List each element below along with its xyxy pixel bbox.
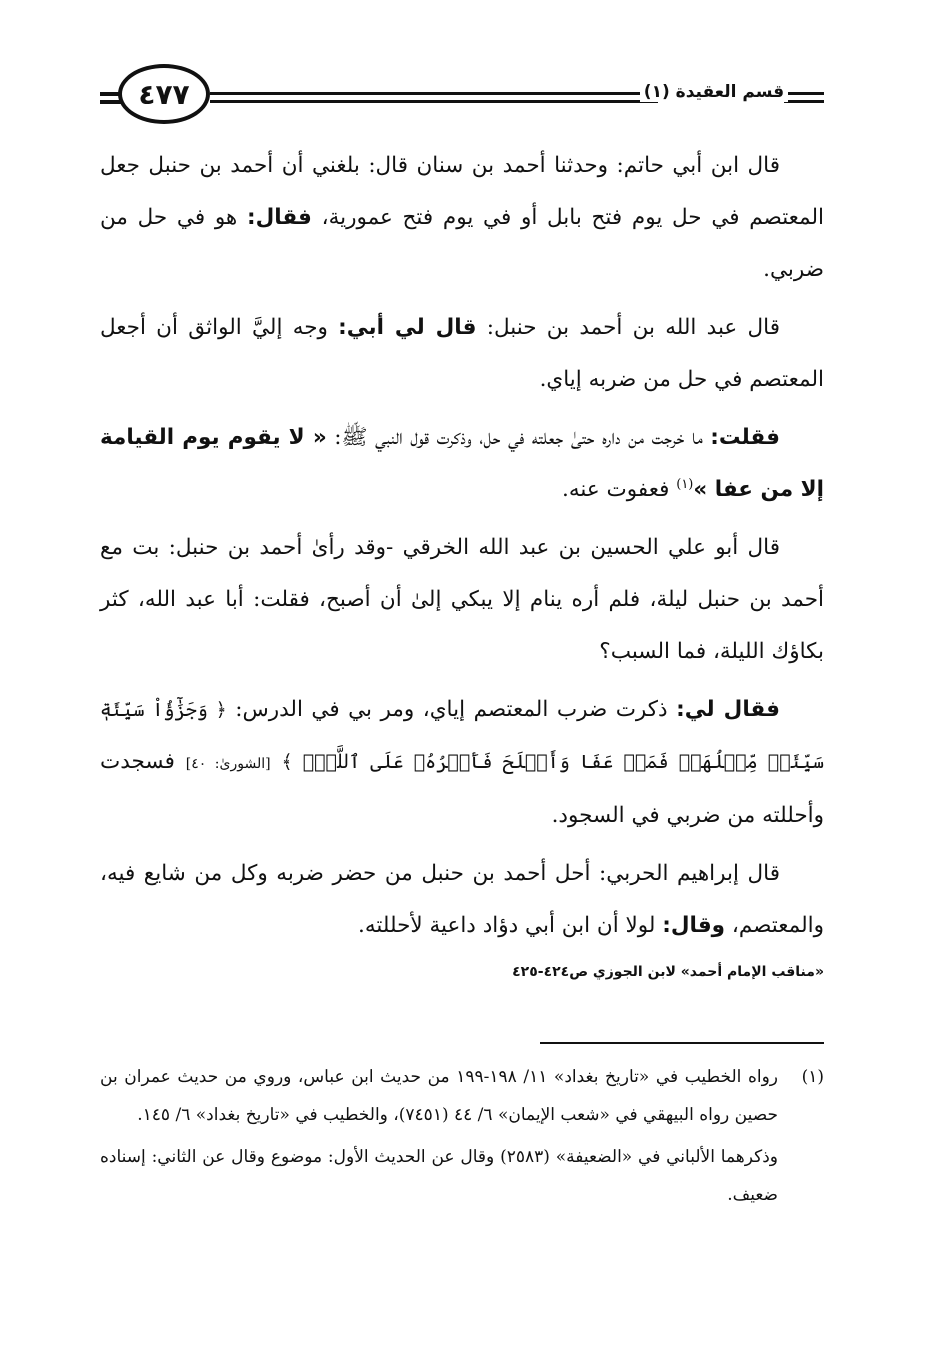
footnote-1-continuation: وذكرهما الألباني في «الضعيفة» (٢٥٨٣) وقال عن الحديث الأول: موضوع وقال عن الثاني: إسناده ضعيف. xyxy=(100,1147,778,1205)
footnote-marker[interactable]: (١) xyxy=(676,476,694,492)
source-citation: «مناقب الإمام أحمد» لابن الجوزي ص٤٢٤-٤٢٥ xyxy=(512,964,824,980)
paragraph-6-start: قال إبراهيم الحربي: أحل أحمد بن حنبل من حضر ضربه وكل من شايع فيه، والمعتصم، xyxy=(100,861,824,938)
page-number: ٤٧٧ xyxy=(118,64,210,124)
footnote-separator xyxy=(540,1042,824,1044)
paragraph-2-end: وجه إليَّ الواثق أن أجعل المعتصم في حل من ضربه إياي. xyxy=(100,315,824,392)
paragraph-4: قال أبو علي الحسين بن عبد الله الخرقي -وقد رأىٰ أحمد بن حنبل: بت مع أحمد بن حنبل ليلة، فلم أره ينام إلا يبكي إلىٰ أن أصبح، فقلت: أبا عبد الله، كثر بكاؤك الليلة، فما السبب؟ xyxy=(100,535,824,664)
paragraph-6-bold: وقال: xyxy=(662,913,726,938)
footnote-1-number: (١) xyxy=(801,1067,824,1087)
footnote-1-text: رواه الخطيب في «تاريخ بغداد» ١١/ ١٩٨-١٩٩ من حديث ابن عباس، وروي من حديث عمران بن حصين رواه البيهقي في «شعب الإيمان» ٦/ ٤٤ (٧٤٥١)، والخطيب في «تاريخ بغداد» ٦/ ١٤٥. xyxy=(100,1067,778,1125)
main-text xyxy=(100,140,824,986)
hadith-quote: « لا يقوم يوم القيامة إلا من عفا » xyxy=(100,425,824,502)
paragraph-2-bold: قال لي أبي: xyxy=(338,315,477,340)
header-rule-main-bottom xyxy=(210,100,658,103)
paragraph-1 xyxy=(100,140,824,296)
paragraph-3-end: فعفوت عنه. xyxy=(562,477,670,502)
paragraph-1-text: قال ابن أبي حاتم: وحدثنا أحمد بن سنان قال: بلغني أن أحمد بن حنبل جعل المعتصم في حل يوم فتح بابل أو في يوم فتح عمورية، xyxy=(100,153,825,230)
paragraph-1-end: هو في حل من ضربي. xyxy=(100,205,824,282)
paragraph-5-end: فسجدت وأحللته من ضربي في السجود. xyxy=(100,749,824,828)
section-title: قسم العقيدة (١) xyxy=(640,82,788,102)
footnotes xyxy=(100,1058,824,1214)
paragraph-3-mid: ما خرجت من داره حتىٰ جعلته في حل، وذكرت قول النبي ﷺ: xyxy=(334,425,703,450)
paragraph-1-bold: فقال: xyxy=(247,205,312,230)
paragraph-5-mid: ذكرت ضرب المعتصم إياي، ومر بي في الدرس: xyxy=(235,697,668,722)
header-rule-right-bottom xyxy=(784,100,824,103)
header-rule-main-top xyxy=(210,92,658,95)
paragraph-6 xyxy=(100,848,824,952)
footnote-1 xyxy=(100,1058,824,1134)
header-rule-right-top xyxy=(784,92,824,95)
paragraph-3-bold: فقلت: xyxy=(710,425,780,450)
sura-reference: [الشورىٰ: ٤٠] xyxy=(185,756,271,772)
paragraph-5 xyxy=(100,684,824,842)
paragraph-5-bold: فقال لي: xyxy=(676,697,780,722)
paragraph-6-end: لولا أن ابن أبي دؤاد داعية لأحللته. xyxy=(358,913,656,938)
quran-verse: ﴿ وَجَزَٰٓؤُاْ سَيِّئَةٖ سَيِّئَةٞ مِّثۡلُهَاۖ فَمَنۡ عَفَا وَأَصۡلَحَ فَأَجۡرُهُۥ عَلَى ٱللَّهِۚ ﴾ xyxy=(100,699,825,773)
paragraph-2-start: قال عبد الله بن أحمد بن حنبل: xyxy=(486,315,780,340)
paragraph-3 xyxy=(100,412,824,516)
paragraph-2 xyxy=(100,302,824,406)
